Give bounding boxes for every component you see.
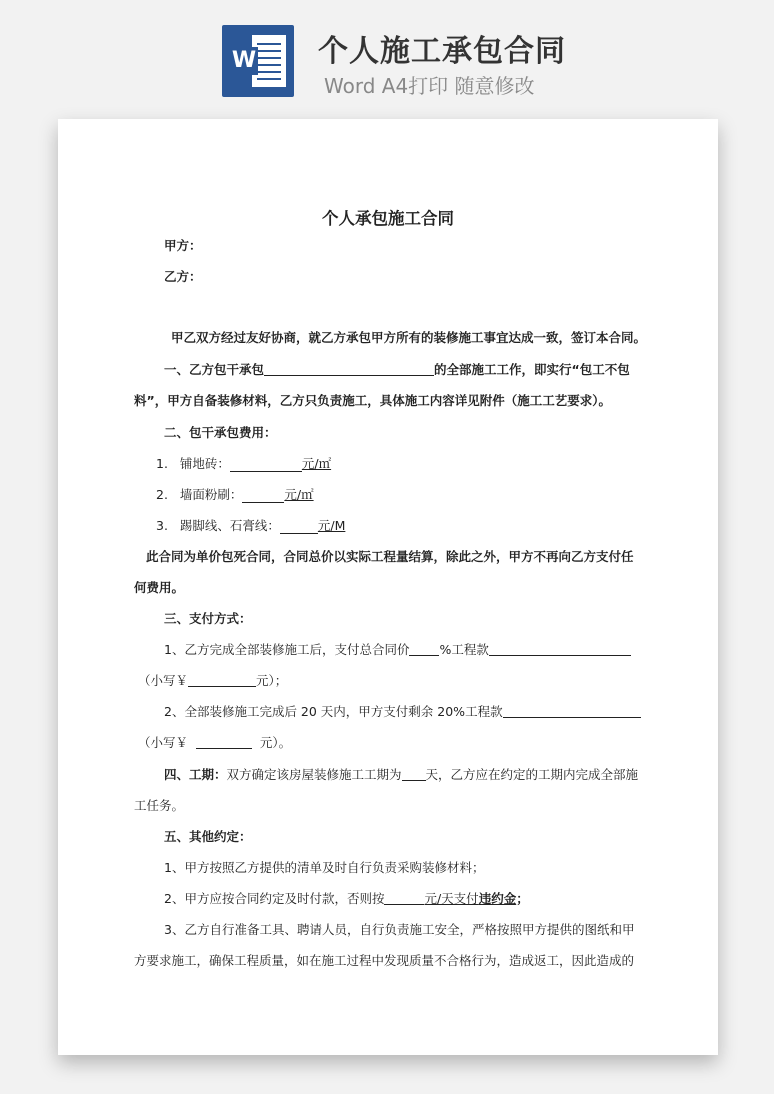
section-1-line-2: 料”，甲方自备装修材料，乙方只负责施工，具体施工内容详见附件（施工工艺要求）。 [134,393,611,408]
fee-item-2: 2. 墙面粉刷： 元/㎡ [156,487,314,502]
section-5-heading: 五、其他约定： [164,829,252,844]
other-term-1: 1、甲方按照乙方提供的清单及时自行负责采购装修材料； [164,860,485,875]
header [0,0,774,118]
section-3-heading: 三、支付方式： [164,611,252,626]
party-a: 甲方： [164,238,202,253]
page-subtitle: Word A4打印 随意修改 [324,74,535,98]
fee-item-3: 3. 踢脚线、石膏线： 元/M [156,518,346,533]
section-4-line-1: 四、工期：双方确定该房屋装修施工工期为 天，乙方应在约定的工期内完成全部施 [164,767,639,782]
payment-2-line-1: 2、全部装修施工完成后 20 天内，甲方支付剩余 20%工程款 [164,704,641,720]
other-term-3-line-1: 3、乙方自行准备工具、聘请人员，自行负责施工安全，严格按照甲方提供的图纸和甲 [164,922,635,937]
intro-paragraph: 甲乙双方经过友好协商，就乙方承包甲方所有的装修施工事宜达成一致，签订本合同。 [171,330,647,345]
party-b: 乙方： [164,269,202,284]
document-page [58,119,718,1055]
word-icon [222,25,294,97]
other-term-2: 2、甲方应按合同约定及时付款，否则按 元/天支付违约金； [164,891,529,906]
page-title: 个人施工承包合同 [318,34,566,69]
document-title: 个人承包施工合同 [322,209,454,228]
section-1-line-1: 一、乙方包干承包 的全部施工工作，即实行“包工不包 [164,362,630,377]
section-4-line-2: 工任务。 [134,798,185,813]
payment-1-line-1: 1、乙方完成全部装修施工后，支付总合同价 %工程款 [164,642,631,658]
word-letter: W [231,48,257,73]
contract-note-line-1: 此合同为单价包死合同，合同总价以实际工程量结算，除此之外，甲方不再向乙方支付任 [146,549,634,564]
contract-note-line-2: 何费用。 [134,580,185,595]
fee-item-1: 1. 铺地砖： 元/㎡ [156,456,332,471]
payment-2-line-2: （小写￥ 元）。 [138,735,292,750]
section-2-heading: 二、包干承包费用： [164,425,277,440]
other-term-3-line-2: 方要求施工，确保工程质量，如在施工过程中发现质量不合格行为，造成返工，因此造成的 [134,953,635,968]
payment-1-line-2: （小写￥ 元）； [138,673,288,688]
